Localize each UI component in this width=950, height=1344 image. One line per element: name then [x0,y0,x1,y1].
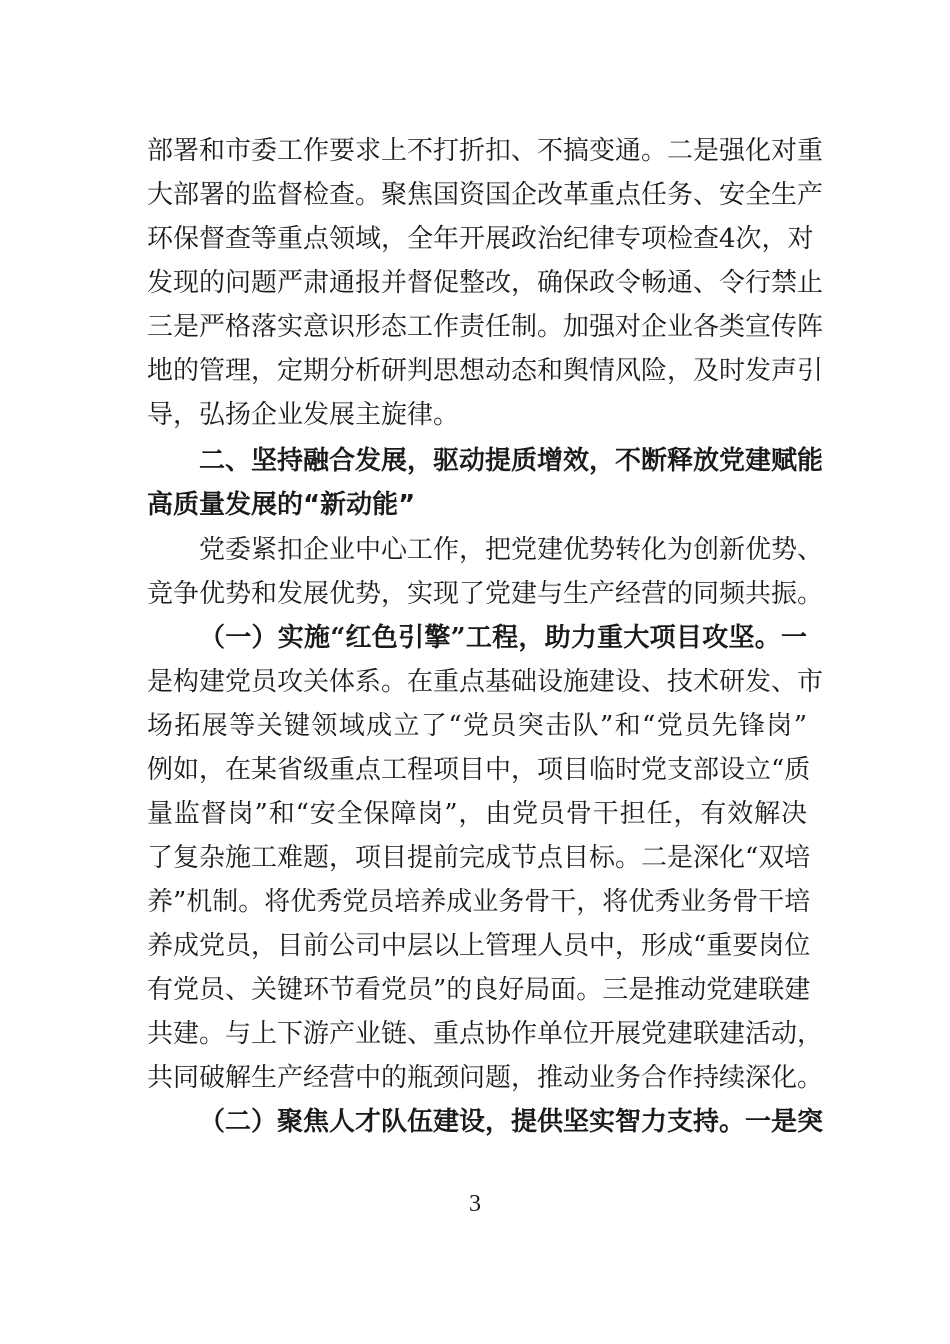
body-text-line: 场拓展等关键领域成立了“党员突击队”和“党员先锋岗” [147,711,807,741]
body-text-line: 例如，在某省级重点工程项目中，项目临时党支部设立“质 [147,755,811,785]
subsection-heading: （一）实施“红色引擎”工程，助力重大项目攻坚。一 [199,623,807,653]
body-text-line: 了复杂施工难题，项目提前完成节点目标。二是深化“双培 [147,843,811,873]
body-text-line: 地的管理，定期分析研判思想动态和舆情风险，及时发声引 [147,356,824,386]
body-text-line: 部署和市委工作要求上不打折扣、不搞变通。二是强化对重 [147,136,824,166]
section-heading: 高质量发展的“新动能” [147,490,416,520]
body-text-line: 发现的问题严肃通报并督促整改，确保政令畅通、令行禁止 [147,268,824,298]
body-text-line: 养成党员，目前公司中层以上管理人员中，形成“重要岗位 [147,931,811,961]
section-heading: 二、坚持融合发展，驱动提质增效，不断释放党建赋能 [199,446,824,476]
body-text-line: 有党员、关键环节看党员”的良好局面。三是推动党建联建 [147,975,811,1005]
body-text-line: 共建。与上下游产业链、重点协作单位开展党建联建活动， [147,1019,824,1049]
body-text-line: 量监督岗”和“安全保障岗”，由党员骨干担任，有效解决 [147,799,807,829]
body-text-line: 养”机制。将优秀党员培养成业务骨干，将优秀业务骨干培 [147,887,811,917]
body-text-line: 三是严格落实意识形态工作责任制。加强对企业各类宣传阵 [147,312,824,342]
subsection-heading: （二）聚焦人才队伍建设，提供坚实智力支持。一是突 [199,1107,824,1137]
body-text-line: 党委紧扣企业中心工作，把党建优势转化为创新优势、 [199,535,824,565]
body-text-line: 大部署的监督检查。聚焦国资国企改革重点任务、安全生产 [147,180,824,210]
body-text-line: 导，弘扬企业发展主旋律。 [147,400,460,430]
body-text-line: 竞争优势和发展优势，实现了党建与生产经营的同频共振。 [147,579,824,609]
body-text-line: 是构建党员攻关体系。在重点基础设施建设、技术研发、市 [147,667,824,697]
body-text-line: 共同破解生产经营中的瓶颈问题，推动业务合作持续深化。 [147,1063,824,1093]
page-number: 3 [469,1191,481,1217]
body-text-line: 环保督查等重点领域，全年开展政治纪律专项检查4次，对 [147,224,814,254]
